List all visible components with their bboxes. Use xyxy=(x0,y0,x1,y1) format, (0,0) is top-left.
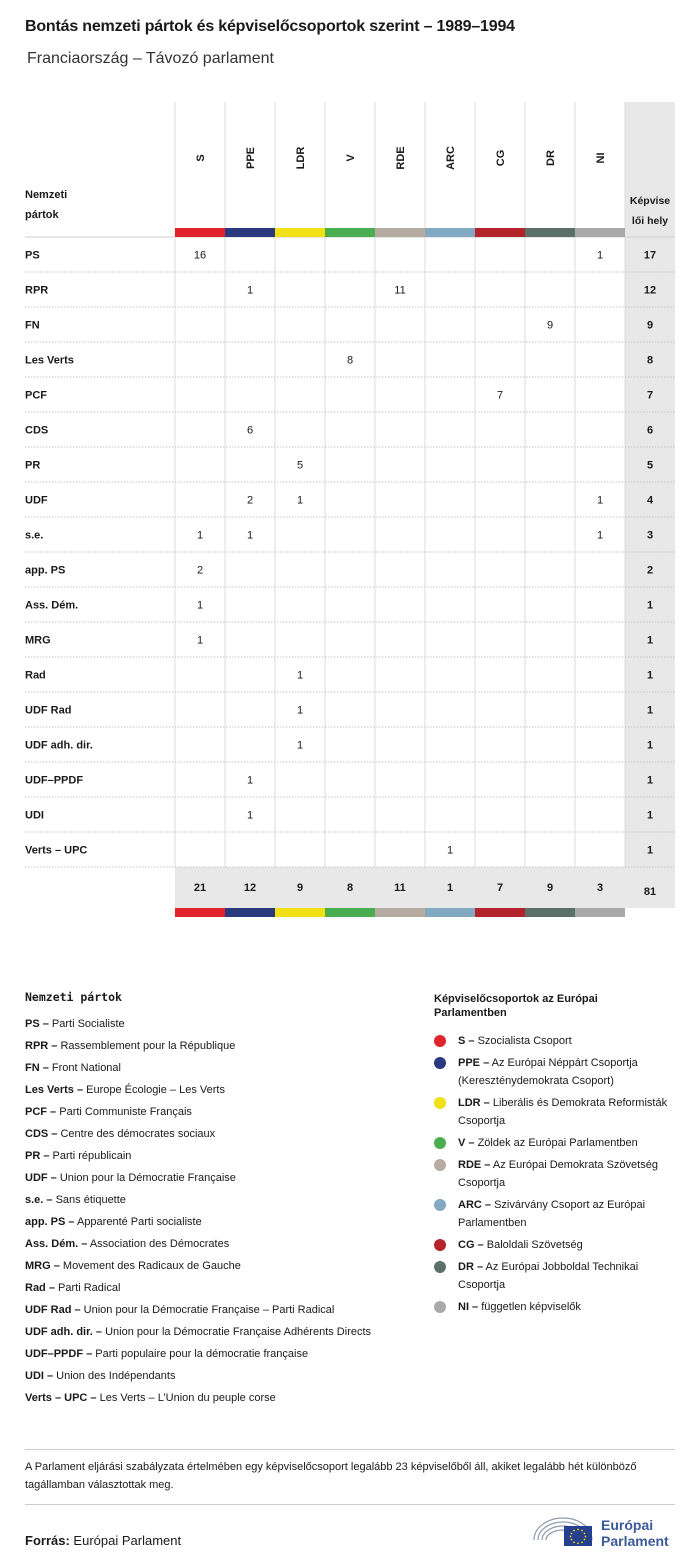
group-legend-item: LDR – Liberális és Demokrata Reformisták Csoportja xyxy=(434,1094,684,1130)
cell-value: 6 xyxy=(246,424,254,437)
cell-value: 1 xyxy=(246,529,254,542)
cell-value: 16 xyxy=(193,249,207,262)
cell-value: 1 xyxy=(246,774,254,787)
party-legend-item: Ass. Dém. – Association des Démocrates xyxy=(25,1238,230,1250)
row-total: 1 xyxy=(646,704,654,717)
group-color-bar-bottom-s xyxy=(175,908,225,917)
party-legend-item: Verts – UPC – Les Verts – L’Union du peuple corse xyxy=(25,1392,276,1404)
row-total: 1 xyxy=(646,599,654,612)
party-legend-item: UDF – Union pour la Démocratie Française xyxy=(25,1172,236,1184)
group-color-bar-cg xyxy=(475,228,525,237)
row-label: Les Verts xyxy=(25,354,74,367)
source-line xyxy=(25,1533,181,1548)
row-label: UDF xyxy=(25,494,48,507)
column-header-ni: NI xyxy=(595,152,607,164)
cell-value: 1 xyxy=(596,249,604,262)
column-header-arc: ARC xyxy=(445,146,457,170)
column-total: 21 xyxy=(193,882,207,894)
column-total: 1 xyxy=(446,882,454,894)
group-color-bar-ppe xyxy=(225,228,275,237)
row-label: PCF xyxy=(25,389,47,402)
group-color-bar-s xyxy=(175,228,225,237)
group-color-bar-ni xyxy=(575,228,625,237)
party-legend-item: FN – Front National xyxy=(25,1062,121,1074)
row-total: 12 xyxy=(643,284,657,297)
row-total: 3 xyxy=(646,529,654,542)
party-legend-item: MRG – Movement des Radicaux de Gauche xyxy=(25,1260,241,1272)
party-legend-item: s.e. – Sans étiquette xyxy=(25,1194,126,1206)
party-legend-item: Les Verts – Europe Écologie – Les Verts xyxy=(25,1084,225,1096)
column-total: 12 xyxy=(243,882,257,894)
group-color-bar-v xyxy=(325,228,375,237)
cell-value: 1 xyxy=(196,599,204,612)
group-legend xyxy=(434,992,684,1320)
row-label: s.e. xyxy=(25,529,44,542)
cell-value: 9 xyxy=(546,319,554,332)
grand-total: 81 xyxy=(643,886,657,898)
page-title: Bontás nemzeti pártok és képviselőcsoportok szerint – 1989–1994 xyxy=(25,18,515,35)
cell-value: 1 xyxy=(246,809,254,822)
group-legend-item: ARC – Szivárvány Csoport az Európai Parlamentben xyxy=(434,1196,684,1232)
source-value: Európai Parlament xyxy=(73,1533,182,1548)
row-total: 4 xyxy=(646,494,654,507)
group-color-dot-icon xyxy=(434,1137,446,1149)
row-total: 1 xyxy=(646,809,654,822)
party-legend-item: Rad – Parti Radical xyxy=(25,1282,121,1294)
column-total: 9 xyxy=(546,882,554,894)
row-label: UDF Rad xyxy=(25,704,72,717)
column-total: 11 xyxy=(394,882,406,894)
group-color-bar-bottom-ldr xyxy=(275,908,325,917)
source-label: Forrás: xyxy=(25,1533,70,1548)
total-header: Képvise xyxy=(629,195,671,207)
page-subtitle: Franciaország – Távozó parlament xyxy=(27,50,274,67)
party-legend-item: UDF–PPDF – Parti populaire pour la démocratie française xyxy=(25,1348,309,1360)
footnote: A Parlament eljárási szabályzata értelmében egy képviselőcsoport legalább 23 képviselőből áll, akiket legalább hét különböző tagállamban választottak meg. xyxy=(25,1449,675,1505)
group-color-bar-bottom-dr xyxy=(525,908,575,917)
cell-value: 5 xyxy=(296,459,304,472)
group-legend-heading: Képviselőcsoportok az Európai Parlamentben xyxy=(434,993,598,1019)
row-total: 1 xyxy=(646,739,654,752)
party-legend-item: PR – Parti républicain xyxy=(25,1150,132,1162)
row-label: FN xyxy=(25,319,40,332)
column-total: 7 xyxy=(496,882,504,894)
group-color-bar-rde xyxy=(375,228,425,237)
row-total: 9 xyxy=(646,319,654,332)
group-color-dot-icon xyxy=(434,1035,446,1047)
party-legend-item: UDF Rad – Union pour la Démocratie Française – Parti Radical xyxy=(25,1304,335,1316)
group-color-bar-ldr xyxy=(275,228,325,237)
column-header-dr: DR xyxy=(545,150,557,166)
cell-value: 1 xyxy=(296,494,304,507)
row-label: CDS xyxy=(25,424,49,437)
group-legend-item: V – Zöldek az Európai Parlamentben xyxy=(434,1134,684,1152)
column-header-cg: CG xyxy=(495,149,507,167)
party-legend-item: PCF – Parti Communiste Français xyxy=(25,1106,192,1118)
row-label: Rad xyxy=(25,669,46,682)
row-total: 1 xyxy=(646,634,654,647)
row-total: 6 xyxy=(646,424,654,437)
group-color-dot-icon xyxy=(434,1057,446,1069)
group-color-bar-bottom-rde xyxy=(375,908,425,917)
row-total: 8 xyxy=(646,354,654,367)
row-total: 1 xyxy=(646,844,654,857)
row-total: 1 xyxy=(646,774,654,787)
group-color-bar-bottom-cg xyxy=(475,908,525,917)
group-color-dot-icon xyxy=(434,1239,446,1251)
party-legend-item: UDF adh. dir. – Union pour la Démocratie Française Adhérents Directs xyxy=(25,1326,372,1338)
group-color-bar-arc xyxy=(425,228,475,237)
logo-wordmark: Európai Parlament xyxy=(601,1517,669,1549)
group-legend-item: NI – független képviselők xyxy=(434,1298,684,1316)
group-legend-item: CG – Baloldali Szövetség xyxy=(434,1236,684,1254)
party-legend-item: RPR – Rassemblement pour la République xyxy=(25,1040,236,1052)
party-legend xyxy=(25,990,425,1409)
row-label: Verts – UPC xyxy=(25,844,88,857)
party-legend-item: PS – Parti Socialiste xyxy=(25,1018,125,1030)
row-label: UDF–PPDF xyxy=(25,774,84,787)
cell-value: 2 xyxy=(246,494,254,507)
cell-value: 1 xyxy=(596,529,604,542)
row-label: app. PS xyxy=(25,564,66,577)
group-color-dot-icon xyxy=(434,1301,446,1313)
cell-value: 1 xyxy=(296,704,304,717)
total-header: lői hely xyxy=(631,215,669,227)
group-color-bar-dr xyxy=(525,228,575,237)
row-header-label: Nemzeti xyxy=(25,189,68,201)
cell-value: 1 xyxy=(596,494,604,507)
cell-value: 11 xyxy=(394,284,406,297)
group-color-bar-bottom-arc xyxy=(425,908,475,917)
group-color-bar-bottom-ppe xyxy=(225,908,275,917)
party-legend-item: UDI – Union des Indépendants xyxy=(25,1370,176,1382)
column-total: 3 xyxy=(596,882,604,894)
cell-value: 7 xyxy=(496,389,504,402)
group-color-bar-bottom-v xyxy=(325,908,375,917)
group-color-bar-bottom-ni xyxy=(575,908,625,917)
cell-value: 1 xyxy=(196,529,204,542)
row-total: 1 xyxy=(646,669,654,682)
row-label: Ass. Dém. xyxy=(25,599,79,612)
group-legend-item: DR – Az Európai Jobboldal Technikai Csoportja xyxy=(434,1258,684,1294)
party-legend-item: app. PS – Apparenté Parti socialiste xyxy=(25,1216,202,1228)
cell-value: 2 xyxy=(196,564,204,577)
group-color-dot-icon xyxy=(434,1261,446,1273)
party-legend-item: CDS – Centre des démocrates sociaux xyxy=(25,1128,216,1140)
group-legend-item: RDE – Az Európai Demokrata Szövetség Csoportja xyxy=(434,1156,684,1192)
column-header-v: V xyxy=(345,154,357,162)
row-label: RPR xyxy=(25,284,49,297)
cell-value: 1 xyxy=(446,844,454,857)
cell-value: 8 xyxy=(346,354,354,367)
column-total: 8 xyxy=(346,882,354,894)
row-total: 7 xyxy=(646,389,654,402)
parliament-logo-icon xyxy=(530,1510,596,1550)
row-total: 17 xyxy=(643,249,657,262)
row-total: 2 xyxy=(646,564,654,577)
row-label: MRG xyxy=(25,634,51,647)
row-label: UDI xyxy=(25,809,44,822)
cell-value: 1 xyxy=(196,634,204,647)
cell-value: 1 xyxy=(296,669,304,682)
column-header-rde: RDE xyxy=(395,146,407,170)
column-header-s: S xyxy=(195,154,207,162)
row-label: PR xyxy=(25,459,41,472)
cell-value: 1 xyxy=(246,284,254,297)
group-color-dot-icon xyxy=(434,1097,446,1109)
party-legend-heading: Nemzeti pártok xyxy=(25,990,122,1004)
row-label: UDF adh. dir. xyxy=(25,739,93,752)
group-legend-item: S – Szocialista Csoport xyxy=(434,1032,684,1050)
row-header-label: pártok xyxy=(25,209,59,221)
column-header-ldr: LDR xyxy=(295,146,307,170)
group-legend-item: PPE – Az Európai Néppárt Csoportja (Kereszténydemokrata Csoport) xyxy=(434,1054,684,1090)
cell-value: 1 xyxy=(296,739,304,752)
row-total: 5 xyxy=(646,459,654,472)
column-header-ppe: PPE xyxy=(245,146,257,170)
row-label: PS xyxy=(25,249,40,262)
group-color-dot-icon xyxy=(434,1159,446,1171)
group-color-dot-icon xyxy=(434,1199,446,1211)
column-total: 9 xyxy=(296,882,304,894)
